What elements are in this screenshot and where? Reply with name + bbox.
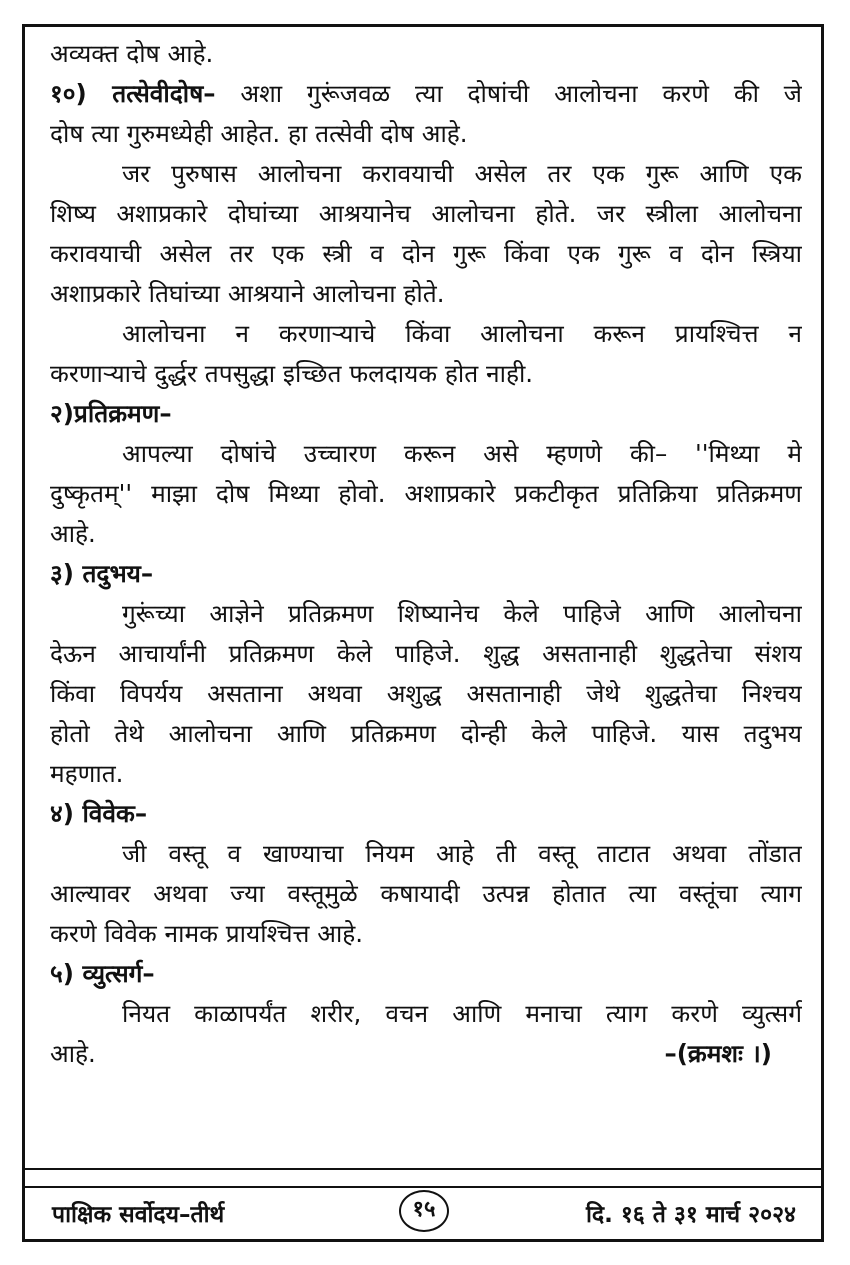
text-line: नियत काळापर्यंत शरीर, वचन आणि मनाचा त्याग करणे व्युत्सर्ग (122, 999, 802, 1028)
text-line (50, 74, 802, 114)
text-line: करणाऱ्याचे दुर्द्धर तपसुद्धा इच्छित फलदायक होत नाही. (50, 359, 534, 388)
text-line: जर पुरुषास आलोचना करावयाची असेल तर एक गुरू आणि एक (122, 159, 802, 188)
section-heading: ४) विवेक– (50, 799, 148, 828)
text-line: आहे. (50, 519, 96, 548)
text-line: गुरूंच्या आज्ञेने प्रतिक्रमण शिष्यानेच केले पाहिजे आणि आलोचना (122, 599, 802, 628)
page-footer (22, 1187, 824, 1242)
text-line: जी वस्तू व खाण्याचा नियम आहे ती वस्तू ताटात अथवा तोंडात (122, 839, 802, 868)
text-line: होतो तेथे आलोचना आणि प्रतिक्रमण दोन्ही केले पाहिजे. यास तदुभय (50, 719, 802, 748)
publication-name: पाक्षिक सर्वोदय–तीर्थ (52, 1202, 225, 1228)
continuation-marker: –(क्रमशः ।) (664, 1039, 772, 1068)
text-line: अशाप्रकारे तिघांच्या आश्रयाने आलोचना होते. (50, 279, 445, 308)
section-heading: २)प्रतिक्रमण– (50, 399, 172, 428)
text-line: करावयाची असेल तर एक स्त्री व दोन गुरू किंवा एक गुरू व दोन स्त्रिया (50, 239, 802, 268)
text-line: दुष्कृतम्'' माझा दोष मिथ्या होवो. अशाप्रकारे प्रकटीकृत प्रतिक्रिया प्रतिक्रमण (50, 479, 802, 508)
page-number: १५ (399, 1190, 449, 1232)
footer-divider (22, 1168, 824, 1170)
text-line: देऊन आचार्यांनी प्रतिक्रमण केले पाहिजे. शुद्ध असतानाही शुद्धतेचा संशय (50, 639, 802, 668)
text-line: करणे विवेक नामक प्रायश्चित्त आहे. (50, 919, 364, 948)
text-span: अशा गुरूंजवळ त्या दोषांची आलोचना करणे की जे (240, 79, 802, 108)
text-line: महणात. (50, 759, 124, 788)
section-heading: १०) तत्सेवीदोष– (50, 79, 216, 108)
text-line: शिष्य अशाप्रकारे दोघांच्या आश्रयानेच आलोचना होते. जर स्त्रीला आलोचना (50, 199, 802, 228)
text-line: आलोचना न करणाऱ्याचे किंवा आलोचना करून प्रायश्चित्त न (122, 319, 802, 348)
article-body (50, 34, 802, 1074)
section-heading: ५) व्युत्सर्ग– (50, 959, 155, 988)
text-line: अव्यक्त दोष आहे. (50, 39, 214, 68)
text-span: आहे. (50, 1039, 96, 1068)
text-line: आपल्या दोषांचे उच्चारण करून असे म्हणणे की– ''मिथ्या मे (122, 439, 802, 468)
text-line: किंवा विपर्यय असताना अथवा अशुद्ध असतानाही जेथे शुद्धतेचा निश्चय (50, 679, 802, 708)
text-line: आल्यावर अथवा ज्या वस्तूमुळे कषायादी उत्पन्न होतात त्या वस्तूंचा त्याग (50, 879, 802, 908)
text-line: दोष त्या गुरुमध्येही आहेत. हा तत्सेवी दोष आहे. (50, 119, 468, 148)
issue-date: दि. १६ ते ३१ मार्च २०२४ (585, 1202, 796, 1228)
text-line (50, 1034, 802, 1074)
section-heading: ३) तदुभय– (50, 559, 154, 588)
